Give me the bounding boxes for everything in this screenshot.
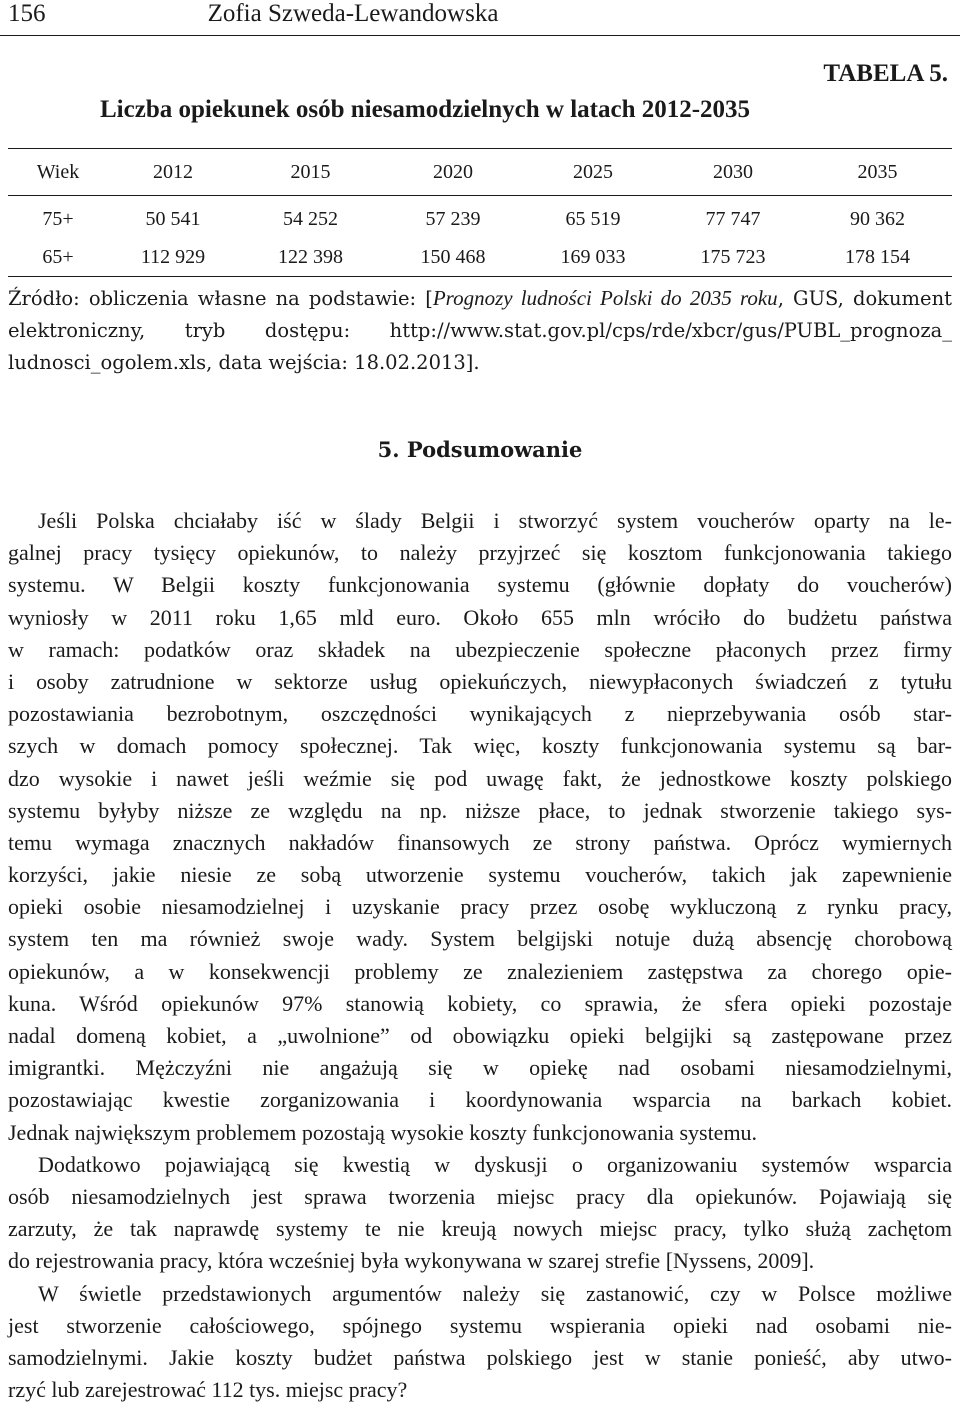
text-line: system ten ma również swoje wady. System belgijski notuje dużą absencję chorobową (8, 926, 952, 952)
table-title: Liczba opiekunek osób niesamodzielnych w latach 2012-2035 (100, 96, 751, 123)
page-number: 156 (8, 0, 46, 27)
text-line: W świetle przedstawionych argumentów należy się zastanowić, czy w Polsce możliwe (38, 1280, 952, 1306)
text-line: imigrantki. Mężczyźni nie angażują się w opiekę nad osobami niesamodzielnymi, (8, 1055, 952, 1081)
table-cell: 57 239 (425, 207, 481, 230)
section-heading: 5. Podsumowanie (377, 437, 583, 462)
column-header: 2012 (108, 149, 238, 196)
column-header: 2020 (383, 149, 523, 196)
table-cell: 112 929 (108, 238, 238, 277)
table-header-row (8, 149, 952, 196)
text-line: nadal domeną kobiet, a „uwolnione” od obowiązku opieki belgijki są zastępowane przez (8, 1023, 952, 1048)
text-line: korzyści, jakie niesie ze sobą utworzenie systemu voucherów, takich jak zapewnienie (8, 862, 952, 888)
table-cell: 75+ (42, 207, 74, 230)
text-line: zarzuty, że tak naprawdę systemy te nie kreują nowych miejsc pracy, tylko służą zachętom (8, 1216, 952, 1242)
data-table (8, 148, 952, 277)
source-suffix: , GUS, dokument elektroniczny, tryb dostępu: http://www.stat.gov.pl/cps/rde/xbcr/gus/PUBL_prognoza_ ludnosci_ogolem.xls, data wejścia: 18.02.2013]. (8, 287, 952, 374)
table-row (8, 196, 952, 239)
text-line: pozostawiając kwestie zorganizowania i koordynowania wsparcia na barkach kobiet. (8, 1087, 952, 1113)
table-label: TABELA 5. (823, 60, 948, 87)
column-header: 2035 (803, 149, 952, 196)
header-rule (0, 35, 960, 36)
table-cell: 150 468 (383, 238, 523, 277)
column-header: 2030 (663, 149, 803, 196)
text-line: Jednak największym problemem pozostają wysokie koszty funkcjonowania systemu. (8, 1119, 758, 1145)
table-cell: 77 747 (705, 207, 761, 230)
running-header (8, 0, 952, 32)
text-line: pozostawiania bezrobotnym, oszczędności wynikających z nieprzebywania osób star- (8, 701, 952, 727)
table-cell: 65 519 (565, 207, 621, 230)
table-cell: 175 723 (663, 238, 803, 277)
table-cell: 50 541 (145, 207, 201, 230)
text-line: opieki osobie niesamodzielnej i uzyskanie pracy przez osobę wykluczoną z rynku pracy, (8, 894, 952, 920)
text-line: wyniosły w 2011 roku 1,65 mld euro. Około 655 mln wróciło do budżetu państwa (8, 604, 952, 630)
running-header-author: Zofia Szweda-Lewandowska (207, 0, 499, 27)
source-publication-title: Prognozy ludności Polski do 2035 roku (432, 286, 778, 310)
table-cell: 122 398 (238, 238, 383, 277)
table-cell: 90 362 (850, 207, 905, 230)
source-prefix: Źródło: obliczenia własne na podstawie: [ (8, 287, 433, 310)
table-cell: 169 033 (523, 238, 663, 277)
column-header: 2025 (523, 149, 663, 196)
table-cell: 65+ (8, 238, 108, 277)
text-line: osób niesamodzielnych jest sprawa tworzenia miejsc pracy dla opiekunów. Pojawiają się (8, 1183, 952, 1209)
text-line: i osoby zatrudnione w sektorze usług opiekuńczych, niewypłaconych świadczeń z tytułu (8, 668, 952, 694)
text-line: systemu byłyby niższe ze względu na np. niższe płace, to jednak stworzenie takiego sys- (8, 797, 952, 823)
text-line: systemu. W Belgii koszty funkcjonowania systemu (głównie dopłaty do voucherów) (8, 572, 952, 598)
text-line: szych w domach pomocy społecznej. Tak więc, koszty funkcjonowania systemu są bar- (8, 733, 952, 759)
text-line: temu wymaga znacznych nakładów finansowych ze strony państwa. Oprócz wymiernych (8, 829, 952, 855)
text-line: opiekunów, a w konsekwencji problemy ze znalezieniem zastępstwa za chorego opie- (8, 958, 952, 984)
column-header: Wiek (8, 149, 108, 196)
table-cell: 178 154 (803, 238, 952, 277)
table-row (8, 238, 952, 277)
table-cell: 54 252 (283, 207, 338, 230)
table-source-note (8, 282, 952, 379)
column-header: 2015 (238, 149, 383, 196)
text-line: Dodatkowo pojawiającą się kwestią w dyskusji o organizowaniu systemów wsparcia (38, 1151, 952, 1177)
text-line: w ramach: podatków oraz składek na ubezpieczenie społeczne płaconych przez firmy (8, 636, 952, 662)
body-text (8, 505, 952, 1406)
text-line: do rejestrowania pracy, która wcześniej była wykonywana w szarej strefie [Nyssens, 2009]. (8, 1248, 815, 1274)
text-line: kuna. Wśród opiekunów 97% stanowią kobiety, co sprawia, że sfera opieki pozostaje (8, 990, 952, 1016)
text-line: Jeśli Polska chciałaby iść w ślady Belgii i stworzyć system voucherów oparty na le- (38, 508, 952, 533)
text-line: jest stworzenie całościowego, spójnego systemu wspierania opieki nad osobami nie- (8, 1312, 952, 1338)
text-line: dzo wysokie i nawet jeśli weźmie się pod uwagę fakt, że jednostkowe koszty polskiego (8, 765, 952, 791)
text-line: rzyć lub zarejestrować 112 tys. miejsc pracy? (8, 1377, 408, 1403)
text-line: galnej pracy tysięcy opiekunów, to należy przyjrzeć się kosztom funkcjonowania takiego (8, 540, 952, 566)
text-line: samodzielnymi. Jakie koszty budżet państwa polskiego jest w stanie ponieść, aby utwo- (8, 1344, 952, 1370)
